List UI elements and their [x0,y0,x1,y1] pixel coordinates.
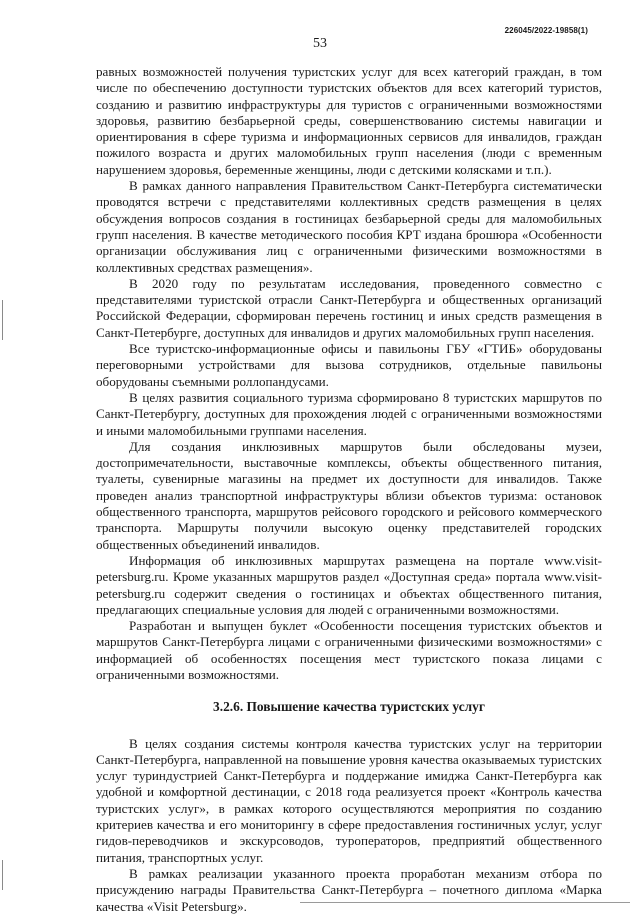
scan-edge-mark [2,300,3,340]
paragraph: В 2020 году по результатам исследования, проведенного совместно с представителями туристской отрасли Санкт-Петербурга и общественных организаций Российской Федерации, сформирован перечень гостиниц и иных средств размещения в Санкт-Петербурге, доступных для инвалидов и других маломобильных групп населения. [96,275,602,340]
section-heading: 3.2.6. Повышение качества туристских услуг [213,699,485,715]
page-body [96,64,602,915]
paragraph: В рамках реализации указанного проекта проработан механизм отбора по присуждению награды Правительства Санкт-Петербурга – почетного диплома «Марка качества «Visit Petersburg». [96,865,602,914]
paragraph: Разработан и выпущен буклет «Особенности посещения туристских объектов и маршрутов Санкт-Петербурга лицами с ограниченными физическими возможностями» с информацией об особенностях посещения мест туристского показа лицами с ограниченными возможностями. [96,618,602,682]
paragraph: Информация об инклюзивных маршрутах размещена на портале www.visit-petersburg.ru. Кроме указанных маршрутов раздел «Доступная среда» портала www.visit-petersburg.ru содержит сведения о гостиницах и объектах общественного питания, предлагающих специальные условия для людей с ограниченными возможностями. [96,552,602,617]
paragraph: В целях создания системы контроля качества туристских услуг на территории Санкт-Петербурга, направленной на повышение уровня качества оказываемых туристских услуг туриндустрией Санкт-Петербурга и поддержание имиджа Санкт-Петербурга как удобной и комфортной дестинации, с 2018 года реализуется проект «Контроль качества туристских услуг», в рамках которого осуществляются мероприятия по созданию критериев качества и его мониторингу в сфере предоставления гостиничных услуг, услуг гидов-переводчиков и экскурсоводов, туроператоров, предприятий общественного питания, транспортных услуг. [96,735,603,865]
paragraph: равных возможностей получения туристских услуг для всех категорий граждан, в том числе по обеспечению доступности туристских объектов для всех категорий туристов, созданию и развитию инфраструктуры для туристов с ограниченными возможностями здоровья, развитию безбарьерной среды, совершенствованию системы навигации и ориентирования в сфере туризма и информационных сервисов для инвалидов, граждан пожилого возраста и других маломобильных групп населения (люди с временным нарушением здоровья, беременные женщины, люди с детскими колясками и т.п.). [96,64,602,177]
paragraph: В целях развития социального туризма сформировано 8 туристских маршрутов по Санкт-Петербургу, доступных для прохождения людей с ограниченными возможностями и иными маломобильными группами населения. [96,389,602,438]
paragraph: Все туристско-информационные офисы и павильоны ГБУ «ГТИБ» оборудованы переговорными устройствами для вызова сотрудников, отдельные павильоны оборудованы съемными роллопандусами. [96,341,602,389]
scan-bottom-line [300,902,630,903]
paragraph: Для создания инклюзивных маршрутов были обследованы музеи, достопримечательности, выставочные комплексы, объекты общественного питания, туалеты, сувенирные магазины на предмет их доступности для инвалидов. Также проведен анализ транспортной инфраструктуры вблизи объектов туризма: остановок общественного транспорта, маршрутов рейсового городского и рейсового коммерческого транспорта. Маршруты получили высокую оценку представителей городских общественных объединений инвалидов. [96,438,602,552]
paragraph: В рамках данного направления Правительством Санкт-Петербурга систематически проводятся встречи с представителями коллективных средств размещения в целях обсуждения вопросов создания в гостиницах безбарьерной среды для маломобильных групп населения. В качестве методического пособия КРТ издана брошюра «Особенности организации обслуживания лиц с ограниченными физическими возможностями в коллективных средствах размещения». [96,178,602,275]
document-id: 226045/2022-19858(1) [504,26,588,35]
scan-edge-mark [2,860,3,890]
page-number: 53 [313,36,327,51]
